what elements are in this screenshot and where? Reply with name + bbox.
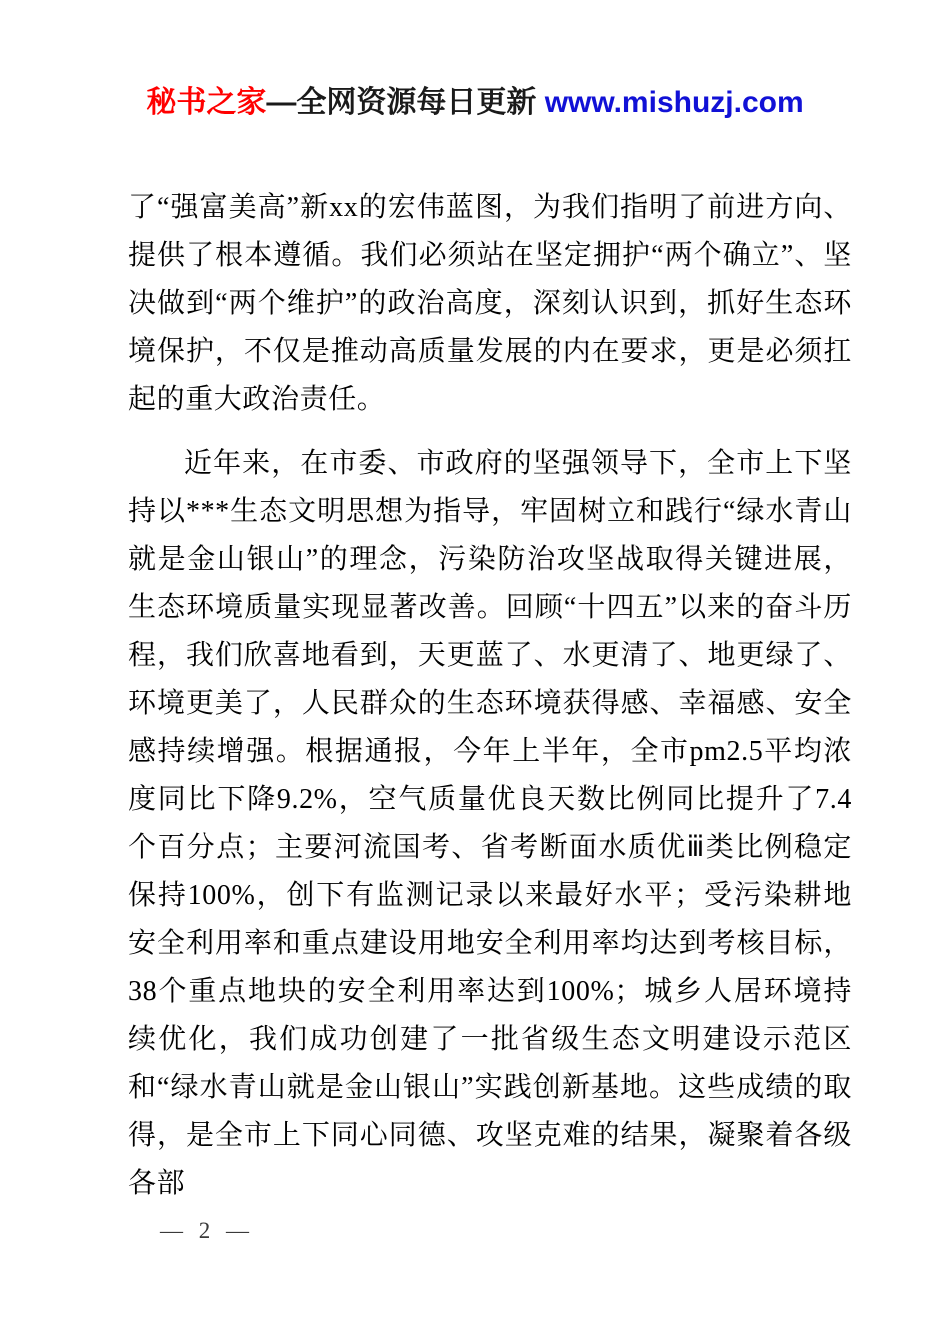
site-link[interactable]: www.mishuzj.com [544,86,804,119]
page-number: — 2 — [160,1218,254,1243]
site-brand: 秘书之家 [146,86,267,119]
paragraph: 了“强富美高”新xx的宏伟蓝图，为我们指明了前进方向、提供了根本遵循。我们必须站在坚定拥护“两个确立”、坚决做到“两个维护”的政治高度，深刻认识到，抓好生态环境保护，不仅是推动高质量发展的内在要求，更是必须扛起的重大政治责任。 [128,192,852,415]
page-header [0,84,950,122]
document-body [128,184,852,1224]
site-tagline: —全网资源每日更新 [266,86,545,119]
paragraph: 近年来，在市委、市政府的坚强领导下，全市上下坚持以***生态文明思想为指导，牢固树立和践行“绿水青山就是金山银山”的理念，污染防治攻坚战取得关键进展，生态环境质量实现显著改善。回顾“十四五”以来的奋斗历程，我们欣喜地看到，天更蓝了、水更清了、地更绿了、环境更美了，人民群众的生态环境获得感、幸福感、安全感持续增强。根据通报，今年上半年，全市pm2.5平均浓度同比下降9.2%，空气质量优良天数比例同比提升了7.4个百分点；主要河流国考、省考断面水质优ⅲ类比例稳定保持100%，创下有监测记录以来最好水平；受污染耕地安全利用率和重点建设用地安全利用率均达到考核目标，38个重点地块的安全利用率达到100%；城乡人居环境持续优化，我们成功创建了一批省级生态文明建设示范区和“绿水青山就是金山银山”实践创新基地。这些成绩的取得，是全市上下同心同德、攻坚克难的结果，凝聚着各级各部 [128,448,852,1199]
